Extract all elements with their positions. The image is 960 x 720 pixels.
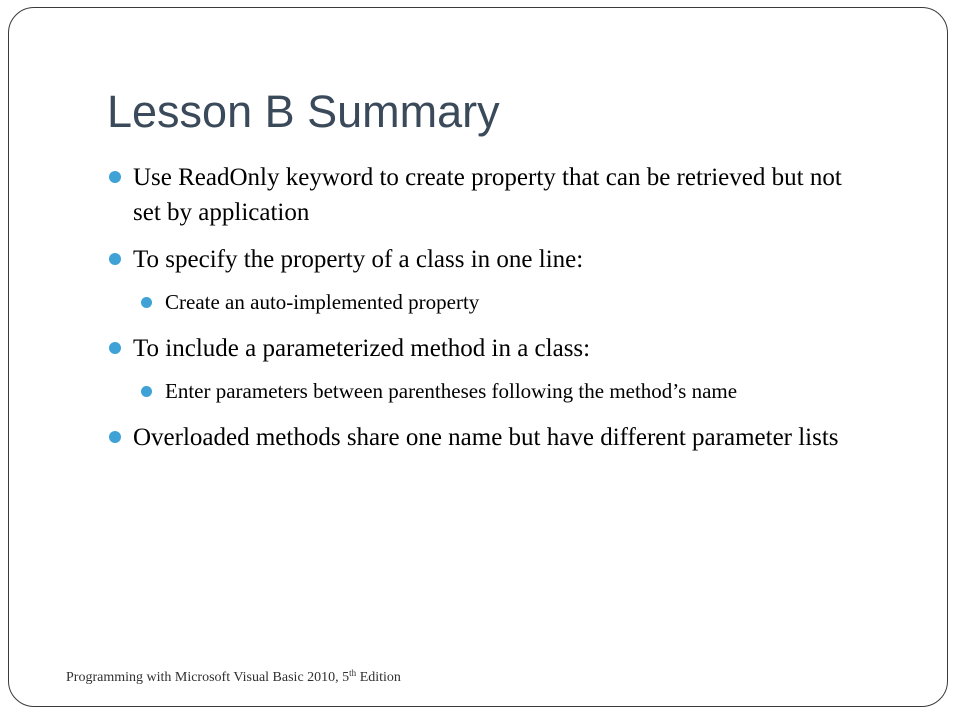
bullet-dot-icon — [109, 342, 121, 354]
bullet-item-overloaded-methods — [107, 420, 847, 455]
slide-footer — [66, 669, 401, 687]
footer-text-prefix: Programming with Microsoft Visual Basic 2010, 5 — [66, 670, 350, 685]
sub-bullet-text: Enter parameters between parentheses following the method’s name — [165, 379, 738, 403]
bullet-text: Use ReadOnly keyword to create property that can be retrieved but not set by application — [133, 164, 842, 226]
sub-bullet-dot-icon — [141, 386, 152, 397]
bullet-list — [107, 160, 847, 467]
bullet-text: To include a parameterized method in a class: — [133, 335, 591, 362]
bullet-text: Overloaded methods share one name but have different parameter lists — [133, 424, 839, 451]
bullet-item-parameterized-method — [107, 331, 847, 366]
sub-bullet-dot-icon — [141, 297, 152, 308]
footer-text-suffix: Edition — [356, 670, 401, 685]
footer-superscript: th — [349, 668, 357, 678]
bullet-dot-icon — [109, 253, 121, 265]
sub-bullet-item-auto-implemented — [139, 287, 847, 317]
bullet-dot-icon — [109, 171, 121, 183]
sub-bullet-item-enter-parameters — [139, 376, 847, 406]
sub-bullet-text: Create an auto-implemented property — [165, 290, 480, 314]
slide-title: Lesson B Summary — [107, 86, 500, 137]
bullet-text: To specify the property of a class in one line: — [133, 246, 584, 273]
bullet-dot-icon — [109, 431, 121, 443]
bullet-item-one-line-property — [107, 242, 847, 277]
bullet-item-readonly — [107, 160, 847, 230]
